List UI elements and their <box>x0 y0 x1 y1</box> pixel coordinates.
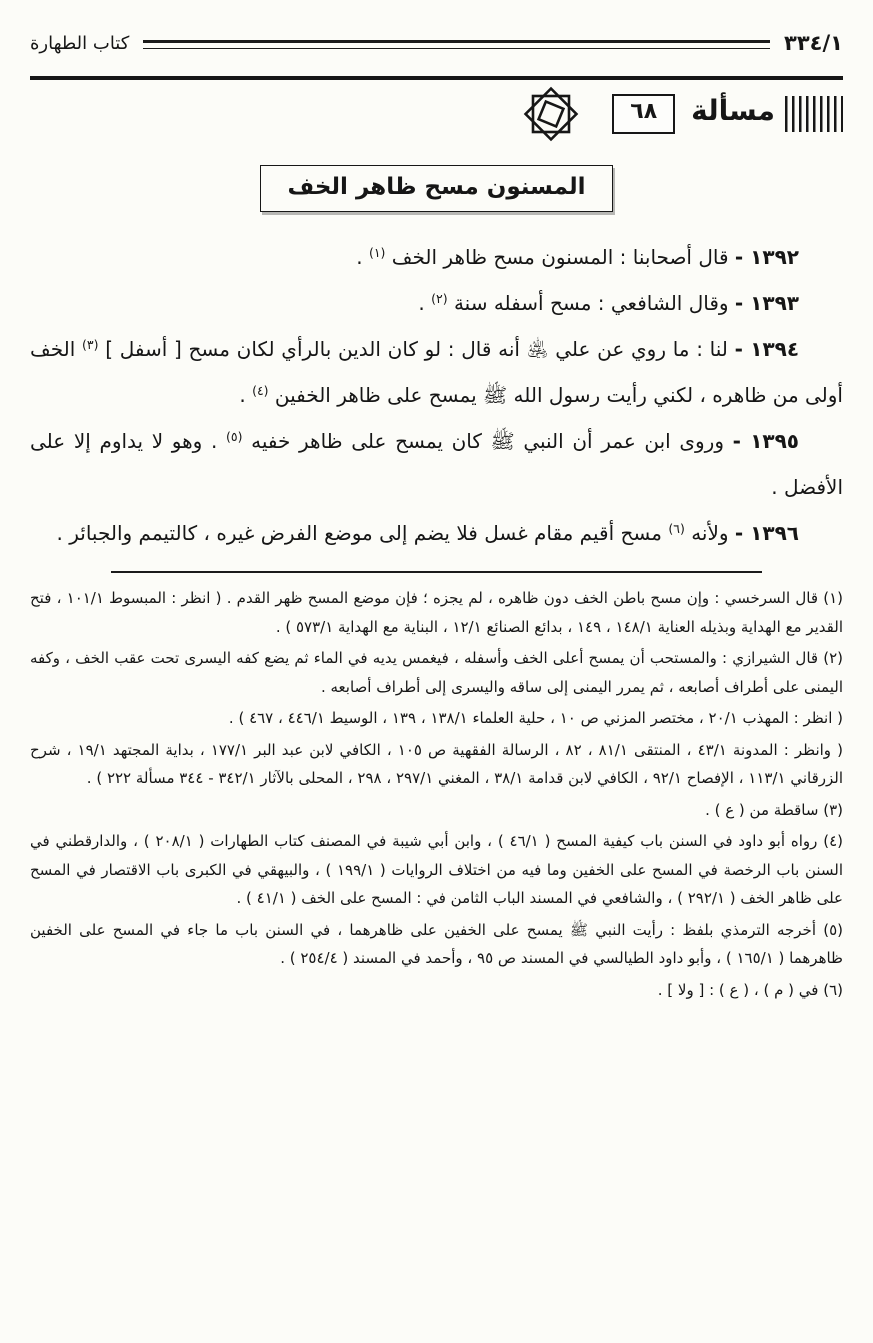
paragraph-1393 <box>30 280 843 326</box>
page-number: ٣٣٤/١ <box>784 31 843 55</box>
book-title: كتاب الطهارة <box>30 32 130 54</box>
masala-banner <box>30 89 843 139</box>
paragraph-tail: . وهو لا يداوم إلا على الأفضل . <box>30 429 843 499</box>
footnote-3 <box>30 796 843 825</box>
footnotes <box>30 584 843 1004</box>
footnote-marker: (٣) <box>823 800 843 819</box>
footnote-4 <box>30 827 843 913</box>
paragraph-1395 <box>30 418 843 510</box>
paragraph-number: ١٣٩٦ - <box>734 521 799 545</box>
masala-number: ٦٨ <box>630 99 658 125</box>
footnote-text: ( وانظر : المدونة ٤٣/١ ، المنتقى ٨١/١ ، ٨٢ ، الرسالة الفقهية ص ١٠٥ ، الكافي لابن عبد البر ١٧٧/١ ، بداية المجتهد ١٩/١ ، شرح الزرقاني ١١٣/١ ، الإفصاح ٩٢/١ ، الكافي لابن قدامة ٣٨/١ ، المغني ٢٩٧/١ ، ٢٩٨ ، المحلى بالآثار ٣٤٢/١ - ٣٤٤ مسألة ٢٢٢ ) . <box>30 740 843 787</box>
footnote-text: ساقطة من ( ع ) . <box>705 800 819 819</box>
footnote-1 <box>30 584 843 641</box>
paragraph-number: ١٣٩٣ - <box>734 291 799 315</box>
footnote-marker: (٥) <box>823 920 843 939</box>
paragraph-text: وروى ابن عمر أن النبي ﷺ كان يمسح على ظاهر خفيه <box>251 429 724 453</box>
paragraph-text: قال أصحابنا : المسنون مسح ظاهر الخف <box>391 245 729 269</box>
section-title-box <box>260 165 612 212</box>
paragraph-text: الخف أولى من ظاهره ، لكني رأيت رسول الله ﷺ يمسح على ظاهر الخفين <box>30 337 843 407</box>
paragraph-text: لنا : ما روي عن علي ﵁ أنه قال : لو كان الدين بالرأي لكان مسح [ أسفل ] <box>105 337 728 361</box>
paragraph-tail: مسح أقيم مقام غسل فلا يضم إلى موضع الفرض غيره ، كالتيمم والجبائر . <box>56 521 662 545</box>
footnote-marker: (٤) <box>823 832 843 850</box>
paragraph-text: ولأنه <box>691 521 729 545</box>
footnote-marker: (٢) <box>823 649 843 667</box>
footnote-2-see-also <box>30 736 843 793</box>
footnote-text: قال الشيرازي : والمستحب أن يمسح أعلى الخف وأسفله ، فيغمس يديه في الماء ثم يضع كفه اليسرى تحت عقب الخف ، وكفه اليمنى على أطراف أصابعه ، ثم يمرر اليمنى إلى ساقه واليسرى إلى أطراف أصابعه . <box>30 649 843 696</box>
footnote-ref-2: (٢) <box>431 291 448 306</box>
footnote-marker: (١) <box>823 589 843 607</box>
header-rule <box>143 40 770 49</box>
footnote-6 <box>30 976 843 1005</box>
footnote-ref-6: (٦) <box>668 521 685 536</box>
footnote-text: في ( م ) ، ( ع ) : [ ولا ] . <box>657 980 819 999</box>
footnote-ref-5: (٥) <box>225 429 243 444</box>
top-rule <box>30 76 843 80</box>
section-title-wrap <box>30 165 843 212</box>
paragraph-1392 <box>30 234 843 280</box>
paragraph-tail: . <box>418 291 425 315</box>
paragraph-text: وقال الشافعي : مسح أسفله سنة <box>453 291 729 315</box>
paragraph-1396 <box>30 510 843 556</box>
paragraph-number: ١٣٩٥ - <box>732 429 800 453</box>
footnote-separator <box>111 571 761 573</box>
running-header <box>30 26 843 60</box>
paragraph-number: ١٣٩٢ - <box>734 245 799 269</box>
paragraph-1394 <box>30 326 843 418</box>
section-title: المسنون مسح ظاهر الخف <box>287 174 586 200</box>
footnote-ref-1: (١) <box>368 245 386 260</box>
footnote-2-see <box>30 704 843 733</box>
footnote-ref-4: (٤) <box>252 383 269 398</box>
footnote-text: رواه أبو داود في السنن باب كيفية المسح ( ٤٦/١ ) ، وابن أبي شيبة في المصنف كتاب الطهارات ( ٢٠٨/١ ) ، والدارقطني في السنن باب الرخصة في المسح على الخفين وما فيه من اختلاف الروايات ( ١٩٩/١ ) ، والبيهقي في الكبرى باب الاقتصار في المسح على ظاهر الخف ( ٢٩٢/١ ) ، والشافعي في المسند الباب الثامن في : المسح على الخف ( ٤١/١ ) . <box>30 832 844 907</box>
masala-label: مسألة <box>691 94 775 127</box>
footnote-text: أخرجه الترمذي بلفظ : رأيت النبي ﷺ يمسح على الخفين على ظاهرهما ، في السنن باب ما جاء في المسح على الخفين ظاهرهما ( ١٦٥/١ ) ، وأبو داود الطيالسي في المسند ص ٩٥ ، وأحمد في المسند ( ٢٥٤/٤ ) . <box>30 920 843 967</box>
footnote-ref-3: (٣) <box>81 337 99 352</box>
paragraph-tail: . <box>356 245 363 269</box>
body-text <box>30 234 843 556</box>
footnote-text: ( انظر : المهذب ٢٠/١ ، مختصر المزني ص ١٠ ، حلية العلماء ١٣٨/١ ، ١٣٩ ، الوسيط ٤٤٦/١ ، ٤٦٧ ) . <box>228 709 843 727</box>
masala-number-box <box>612 94 675 133</box>
stripes-ornament <box>785 96 843 132</box>
footnote-5 <box>30 916 843 973</box>
footnote-text: قال السرخسي : وإن مسح باطن الخف دون ظاهره ، لم يجزه ؛ فإن موضع المسح ظهر القدم . ( انظر : المبسوط ١٠١/١ ، فتح القدير مع الهداية وبذيله العناية ١٤٨/١ ، ١٤٩ ، بدائع الصنائع ١٢/١ ، البناية مع الهداية ٥٧٣/١ ) . <box>30 589 843 636</box>
paragraph-number: ١٣٩٤ - <box>734 337 800 361</box>
geometric-star-icon <box>504 83 598 145</box>
footnote-marker: (٦) <box>823 980 843 999</box>
footnote-2 <box>30 644 843 701</box>
paragraph-tail: . <box>239 383 246 407</box>
